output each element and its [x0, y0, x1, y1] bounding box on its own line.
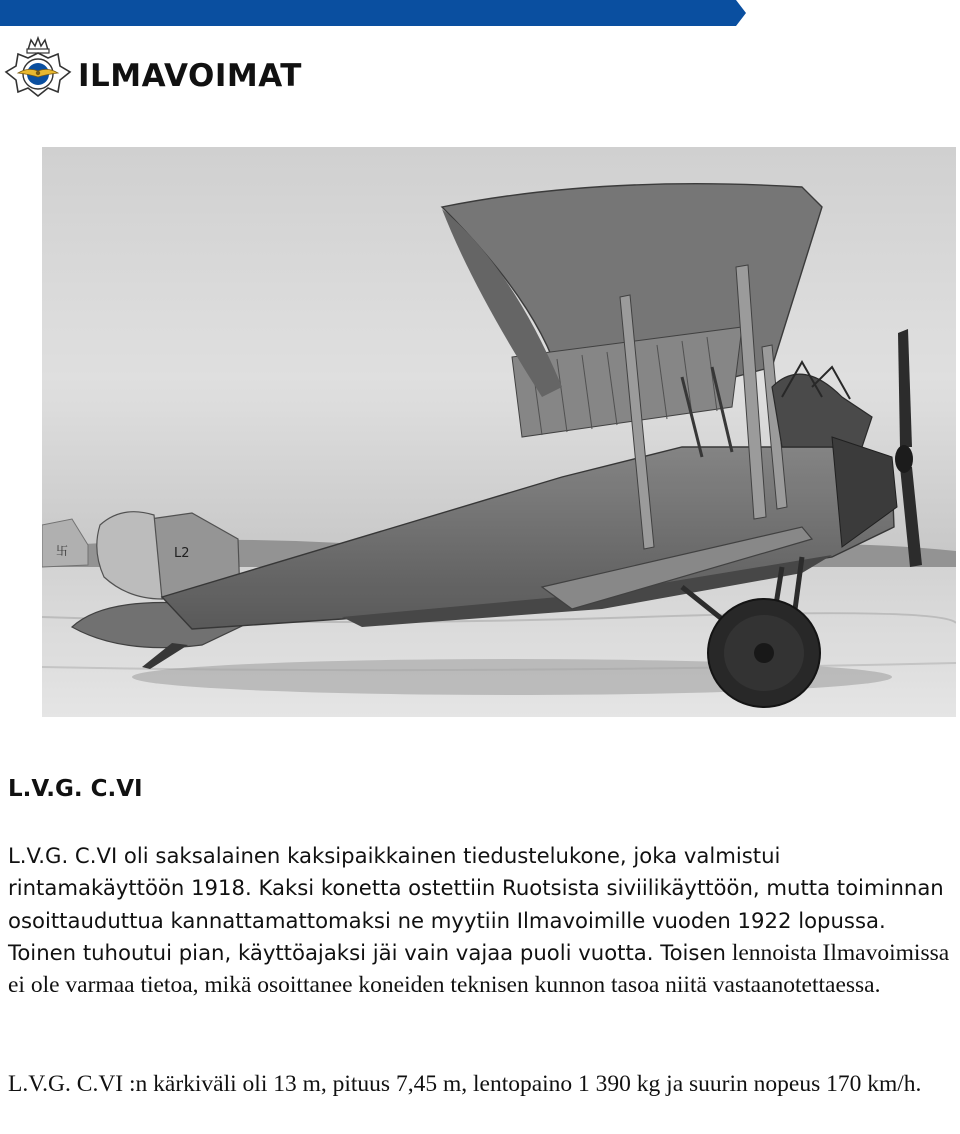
biplane-photo [42, 147, 956, 717]
ilmavoimat-emblem-icon [4, 36, 72, 108]
article-paragraph-history [8, 840, 953, 1001]
brand-wordmark: ILMAVOIMAT [78, 58, 302, 94]
article-paragraph-specs: L.V.G. C.VI :n kärkiväli oli 13 m, pituus 7,45 m, lentopaino 1 390 kg ja suurin nopeus 170 km/h. [8, 1071, 922, 1097]
paragraph-history-sans: L.V.G. C.VI oli saksalainen kaksipaikkainen tiedustelukone, joka valmistui rintamakäyttöön 1918. Kaksi konetta ostettiin Ruotsista siviilikäyttöön, mutta toiminnan osoittauduttua kannattamattomaksi ne myytiin Ilmavoimille vuoden 1922 lopussa. Toinen tuhoutui pian, käyttöajaksi jäi vain vajaa puoli vuotta. Toisen [8, 843, 944, 965]
article-heading: L.V.G. C.VI [8, 776, 143, 802]
tail-marking: L2 [174, 546, 190, 561]
header-banner [0, 0, 746, 26]
paragraph-history-serif: lennoista Ilmavoimissa ei ole varmaa tietoa, mikä osoittanee koneiden teknisen kunnon tasoa niitä vastaanotettaessa. [8, 939, 950, 999]
svg-text:卐: 卐 [56, 544, 69, 558]
